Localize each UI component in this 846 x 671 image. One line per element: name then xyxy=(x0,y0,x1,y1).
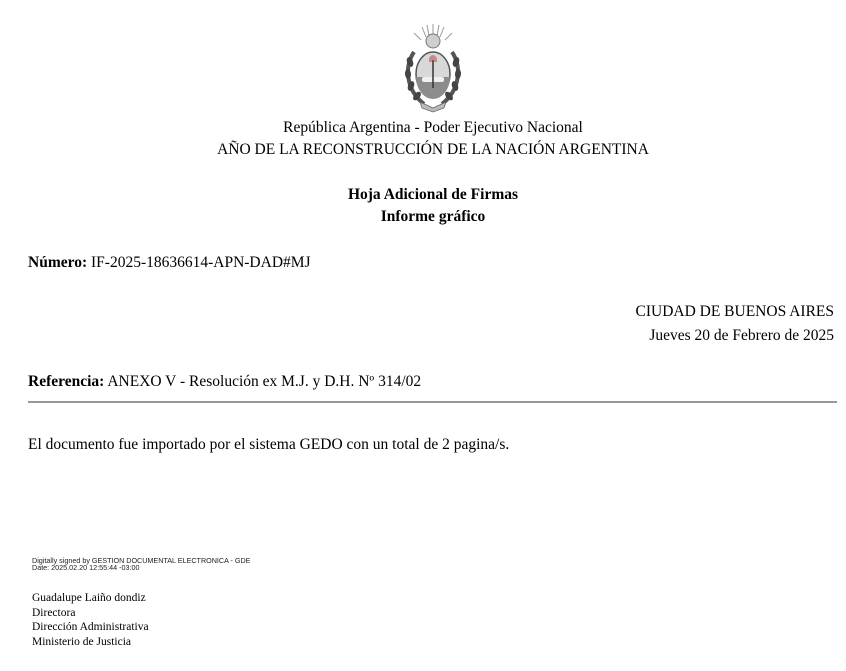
signer-block xyxy=(32,591,149,649)
signature-date: Date: 2025.02.20 12:55:44 -03:00 xyxy=(32,563,140,572)
signer-office: Dirección Administrativa xyxy=(32,621,149,633)
document-number-label: Número: xyxy=(28,254,88,271)
section-divider xyxy=(28,401,837,403)
digital-signature-stamp xyxy=(32,557,250,571)
header-title: República Argentina - Poder Ejecutivo Nacional xyxy=(283,119,583,136)
body-text: El documento fue importado por el sistema GEDO con un total de 2 pagina/s. xyxy=(28,436,510,453)
header-year-motto: AÑO DE LA RECONSTRUCCIÓN DE LA NACIÓN ARGENTINA xyxy=(217,141,649,158)
signer-ministry: Ministerio de Justicia xyxy=(32,635,132,648)
document-subtitle: Informe gráfico xyxy=(380,208,486,225)
document-number xyxy=(28,254,311,272)
signer-name: Guadalupe Laiño dondiz xyxy=(32,592,146,604)
signature-signed-by: Digitally signed by GESTION DOCUMENTAL ELECTRONICA - GDE xyxy=(32,556,251,565)
signer-role: Directora xyxy=(32,606,76,619)
place-city: CIUDAD DE BUENOS AIRES xyxy=(635,303,834,320)
reference xyxy=(28,373,421,391)
argentina-coat-of-arms-icon xyxy=(400,22,466,114)
reference-value: ANEXO V - Resolución ex M.J. y D.H. Nº 314/02 xyxy=(107,373,422,390)
document-title: Hoja Adicional de Firmas xyxy=(347,186,519,203)
reference-label: Referencia: xyxy=(28,373,105,390)
document-number-value: IF-2025-18636614-APN-DAD#MJ xyxy=(91,254,311,271)
place-date: Jueves 20 de Febrero de 2025 xyxy=(649,327,834,344)
